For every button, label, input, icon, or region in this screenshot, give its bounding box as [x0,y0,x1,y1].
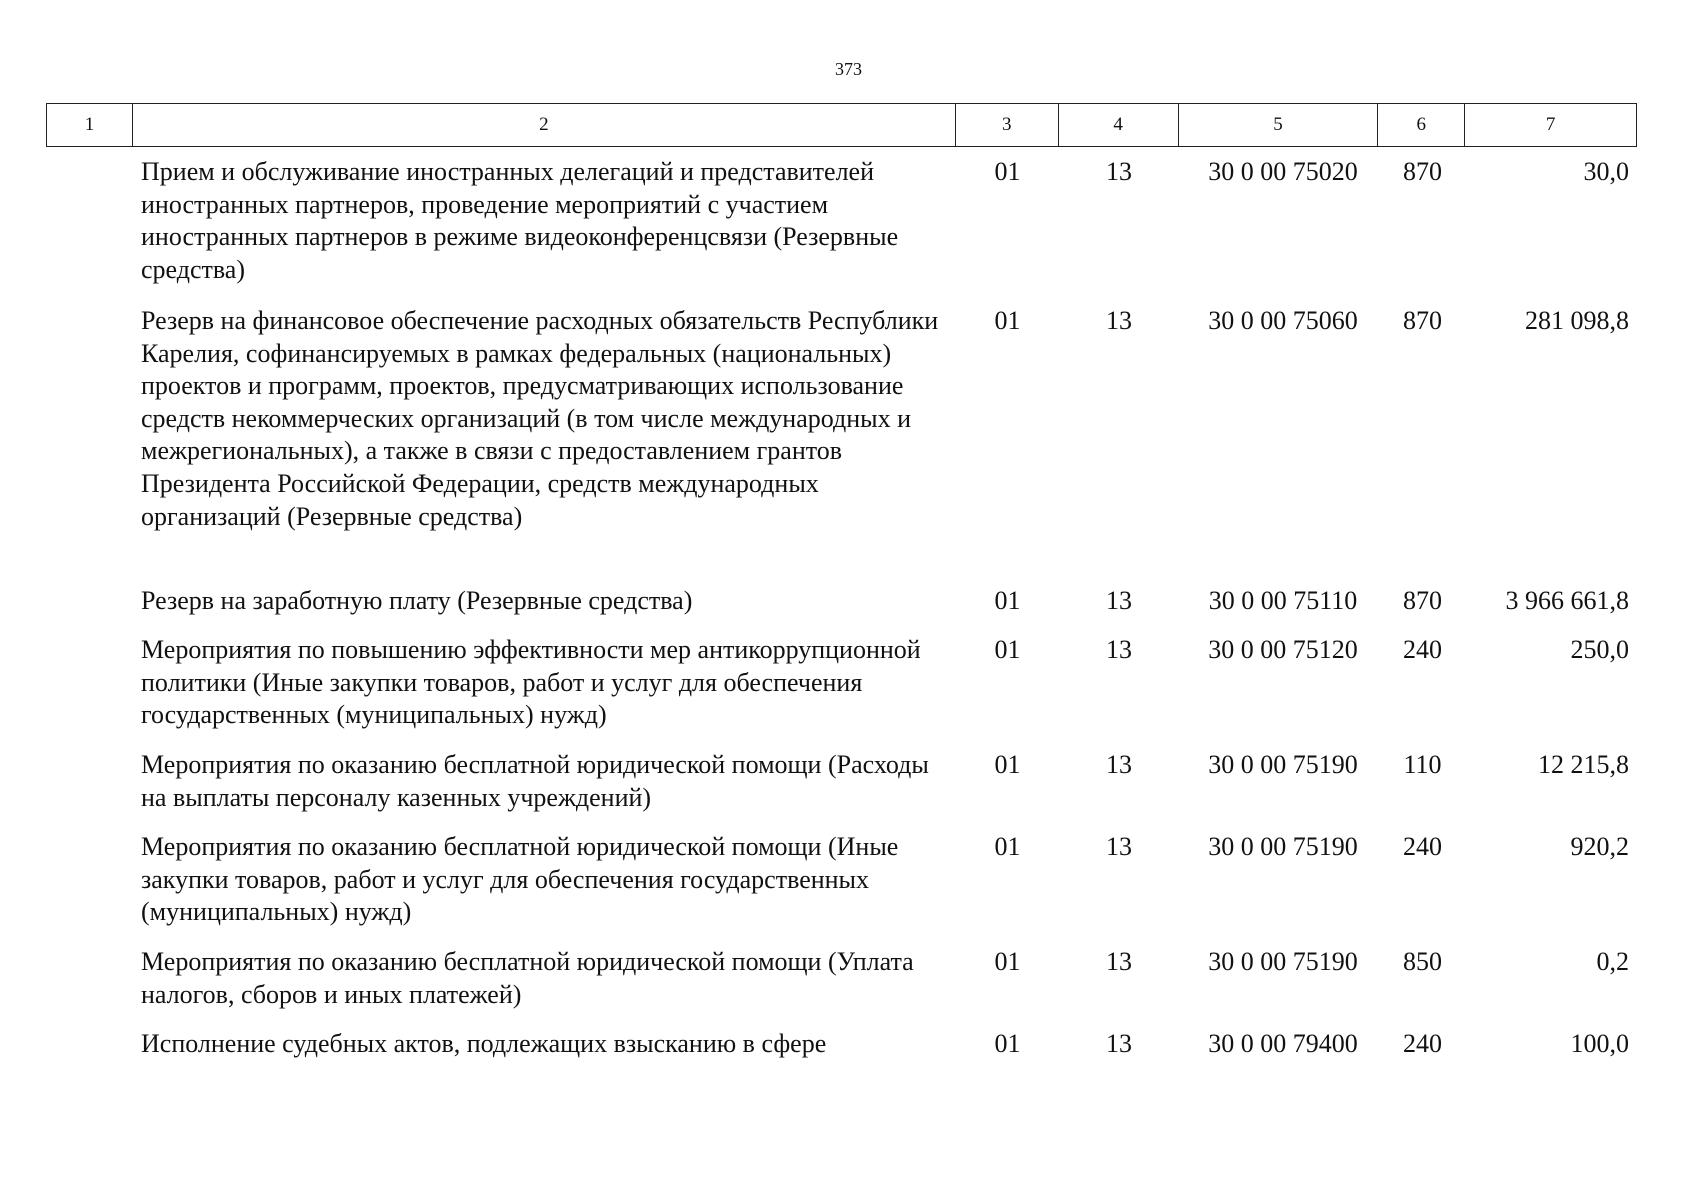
row-amount: 250,0 [1570,635,1629,664]
row-expense-type: 870 [1403,157,1442,186]
table-body [46,156,1637,1068]
row-target-article: 30 0 00 75190 [1208,832,1358,861]
row-target-article: 30 0 00 75020 [1208,157,1358,186]
table-row [46,156,1637,305]
column-header-2: 2 [133,104,956,146]
row-name: Мероприятия по оказанию бесплатной юридической помощи (Иные закупки товаров, работ и услуг для обеспечения государственных (муниципальных) нужд) [141,832,899,927]
row-target-article: 30 0 00 75060 [1208,306,1358,335]
row-subsection: 13 [1106,635,1132,664]
page-number: 373 [835,59,862,79]
row-target-article: 30 0 00 79400 [1208,1029,1358,1058]
row-section: 01 [994,635,1021,664]
table-row [46,585,1637,634]
row-target-article: 30 0 00 75190 [1208,750,1358,779]
row-name: Резерв на финансовое обеспечение расходных обязательств Республики Карелия, софинансируемых в рамках федеральных (национальных) проектов и программ, проектов, предусматривающих использование средств некоммерческих организаций (в том числе международных и межрегиональных), а также в связи с предоставлением грантов Президента Российской Федерации, средств международных организаций (Резервные средства) [141,306,939,531]
row-name: Прием и обслуживание иностранных делегаций и представителей иностранных партнеров, проведение мероприятий с участием иностранных партнеров в режиме видеоконференцсвязи (Резервные средства) [141,157,899,284]
column-header-3: 3 [956,104,1059,146]
row-section: 01 [994,750,1021,779]
row-name: Резерв на заработную плату (Резервные средства) [141,586,693,615]
table-row [46,946,1637,1028]
row-name: Мероприятия по оказанию бесплатной юридической помощи (Расходы на выплаты персоналу казенных учреждений) [141,750,929,812]
row-section: 01 [994,947,1021,976]
row-subsection: 13 [1106,586,1132,615]
table-row [46,749,1637,831]
row-section: 01 [994,1029,1021,1058]
row-expense-type: 110 [1403,750,1442,779]
row-expense-type: 850 [1403,947,1442,976]
table-header [46,103,1637,147]
column-header-7: 7 [1545,114,1556,135]
row-section: 01 [994,157,1021,186]
row-subsection: 13 [1106,832,1132,861]
row-expense-type: 240 [1403,635,1442,664]
table-row [46,1028,1637,1068]
row-amount: 100,0 [1570,1029,1629,1058]
row-subsection: 13 [1106,947,1132,976]
row-target-article: 30 0 00 75110 [1208,586,1358,615]
row-amount: 12 215,8 [1538,750,1629,779]
row-name: Мероприятия по повышению эффективности мер антикоррупционной политики (Иные закупки товаров, работ и услуг для обеспечения государственных (муниципальных) нужд) [141,635,921,730]
column-header-6: 6 [1378,104,1465,146]
table-row [46,305,1637,585]
row-expense-type: 240 [1403,832,1442,861]
column-header-4: 4 [1059,104,1179,146]
row-name: Исполнение судебных актов, подлежащих взысканию в сфере [141,1029,827,1058]
row-expense-type: 870 [1403,306,1442,335]
row-target-article: 30 0 00 75190 [1208,947,1358,976]
row-amount: 0,2 [1596,947,1629,976]
row-subsection: 13 [1106,157,1132,186]
row-amount: 3 966 661,8 [1505,586,1629,615]
row-target-article: 30 0 00 75120 [1208,635,1358,664]
row-subsection: 13 [1106,306,1132,335]
row-amount: 30,0 [1583,157,1629,186]
row-amount: 920,2 [1570,832,1629,861]
row-subsection: 13 [1106,1029,1132,1058]
table-row [46,831,1637,946]
row-section: 01 [994,586,1021,615]
column-header-1: 1 [47,104,133,146]
row-subsection: 13 [1106,750,1132,779]
row-section: 01 [994,306,1021,335]
table-row [46,634,1637,749]
row-expense-type: 240 [1403,1029,1442,1058]
row-name: Мероприятия по оказанию бесплатной юридической помощи (Уплата налогов, сборов и иных платежей) [141,947,914,1009]
row-expense-type: 870 [1403,586,1442,615]
row-section: 01 [994,832,1021,861]
row-amount: 281 098,8 [1525,306,1629,335]
column-header-5: 5 [1179,104,1379,146]
